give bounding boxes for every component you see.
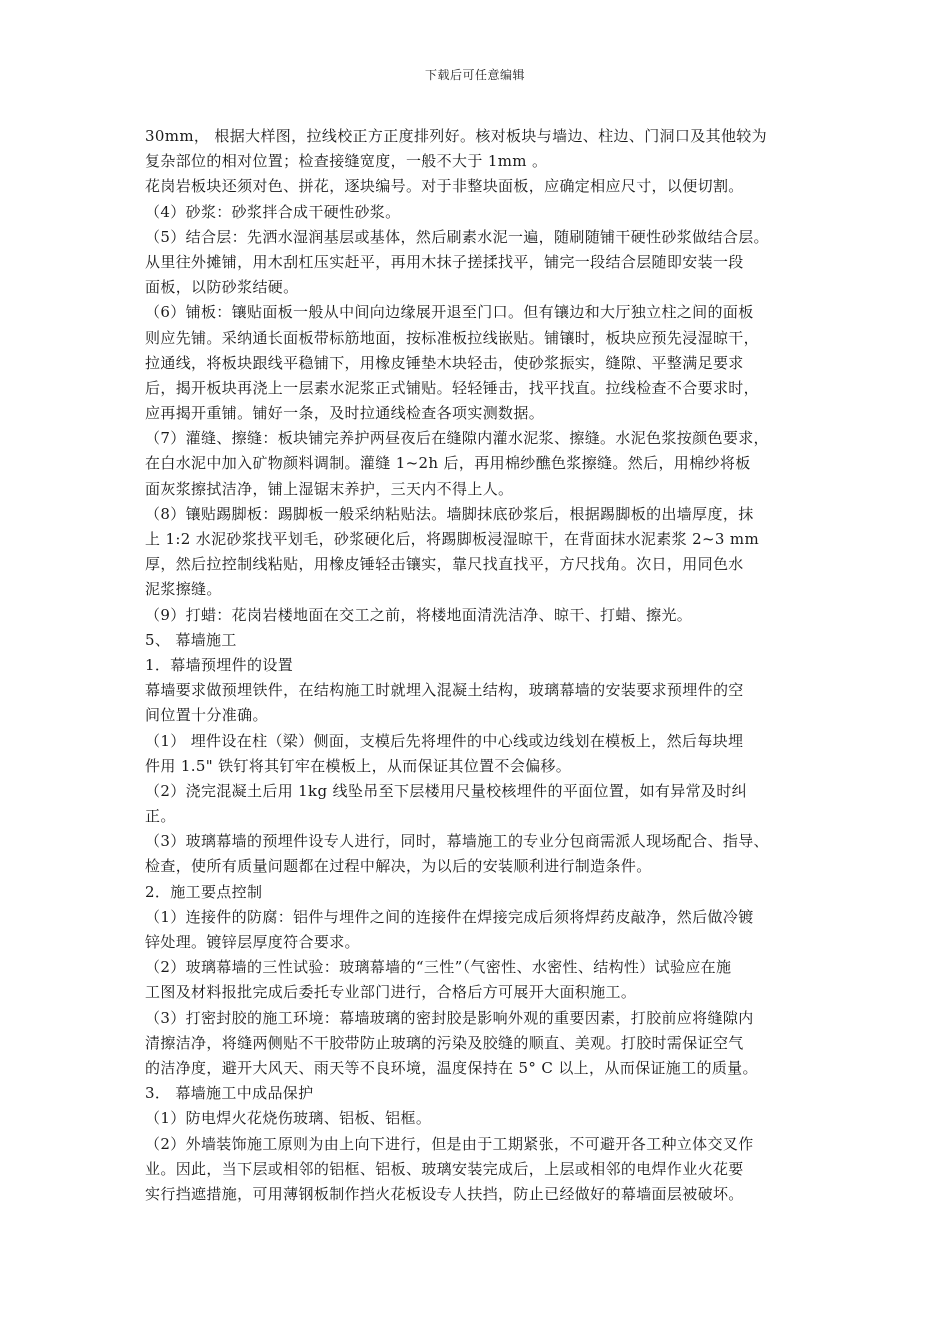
text-line: （2）玻璃幕墙的三性试验：玻璃幕墙的“三性”（气密性、水密性、结构性）试验应在施 <box>145 958 732 977</box>
text-line: 泥浆擦缝。 <box>145 580 222 599</box>
text-line: （9）打蜡：花岗岩楼地面在交工之前，将楼地面清洗洁净、晾干、打蜡、擦光。 <box>145 605 693 624</box>
text-line: 业。因此，当下层或相邻的铝框、铝板、玻璃安装完成后，上层或相邻的电焊作业火花要 <box>145 1159 744 1178</box>
text-line: 件用 1.5" 铁钉将其钉牢在模板上，从而保证其位置不会偏移。 <box>145 756 572 775</box>
text-line: （1）防电焊火花烧伤玻璃、铝板、铝框。 <box>145 1109 432 1128</box>
text-line: 30mm， 根据大样图，拉线校正方正度排列好。核对板块与墙边、柱边、门洞口及其他较为 <box>145 127 768 145</box>
text-line: 应再揭开重铺。铺好一条，及时拉通线检查各项实测数据。 <box>145 404 545 423</box>
text-line: 间位置十分准确。 <box>145 706 268 725</box>
text-line: 检查，使所有质量问题都在过程中解决，为以后的安装顺利进行制造条件。 <box>145 857 652 876</box>
subsection-heading: 3． 幕墙施工中成品保护 <box>145 1084 314 1103</box>
text-line: 则应先铺。采纳通长面板带标筋地面，按标准板拉线嵌贴。铺镶时，板块应预先浸湿晾干， <box>145 328 760 347</box>
text-line: 从里往外摊铺，用木刮杠压实赶平，再用木抹子搓揉找平，铺完一段结合层随即安装一段 <box>145 252 744 271</box>
text-line: （6）铺板：镶贴面板一般从中间向边缘展开退至门口。但有镶边和大厅独立柱之间的面板 <box>145 303 754 322</box>
section-heading: 5、 幕墙施工 <box>145 630 237 649</box>
text-line: 复杂部位的相对位置；检查接缝宽度，一般不大于 1mm 。 <box>145 152 548 171</box>
text-line: 面板，以防砂浆结硬。 <box>145 278 299 297</box>
text-line: （2）外墙装饰施工原则为由上向下进行，但是由于工期紧张，不可避开各工种立体交叉作 <box>145 1134 754 1153</box>
text-line: 面灰浆擦拭洁净，铺上湿锯末养护，三天内不得上人。 <box>145 479 514 498</box>
subsection-heading: 1．幕墙预埋件的设置 <box>145 655 294 674</box>
text-line: 在白水泥中加入矿物颜料调制。灌缝 1~2h 后，再用棉纱醮色浆擦缝。然后，用棉纱将板 <box>145 454 751 473</box>
text-line: 工图及材料报批完成后委托专业部门进行，合格后方可展开大面积施工。 <box>145 983 637 1002</box>
text-line: 厚，然后拉控制线粘贴，用橡皮锤轻击镶实，靠尺找直找平，方尺找角。次日，用同色水 <box>145 555 744 574</box>
text-line: （1）连接件的防腐：铝件与埋件之间的连接件在焊接完成后须将焊药皮敲净，然后做冷镀 <box>145 907 754 926</box>
text-line: （7）灌缝、擦缝：板块铺完养护两昼夜后在缝隙内灌水泥浆、擦缝。水泥色浆按颜色要求， <box>145 429 769 448</box>
text-line: 清擦洁净，将缝两侧贴不干胶带防止玻璃的污染及胶缝的顺直、美观。打胶时需保证空气 <box>145 1033 744 1052</box>
text-line: （1） 埋件设在柱（梁）侧面，支模后先将埋件的中心线或边线划在模板上，然后每块埋 <box>145 731 744 750</box>
text-line: 拉通线，将板块跟线平稳铺下，用橡皮锤垫木块轻击，使砂浆振实，缝隙、平整满足要求 <box>145 353 744 372</box>
text-line: 的洁净度，避开大风天、雨天等不良环境，温度保持在 5° C 以上，从而保证施工的质量。 <box>145 1058 758 1077</box>
text-line: 幕墙要求做预埋铁件，在结构施工时就埋入混凝土结构，玻璃幕墙的安装要求预埋件的空 <box>145 681 744 700</box>
text-line: 锌处理。镀锌层厚度符合要求。 <box>145 933 360 951</box>
text-line: 花岗岩板块还须对色、拼花，逐块编号。对于非整块面板，应确定相应尺寸，以便切割。 <box>145 177 744 196</box>
text-line: （3）打密封胶的施工环境：幕墙玻璃的密封胶是影响外观的重要因素，打胶前应将缝隙内 <box>145 1008 754 1027</box>
text-line: 上 1:2 水泥砂浆找平划毛，砂浆硬化后，将踢脚板浸湿晾干，在背面抹水泥素浆 2~3 mm <box>145 530 760 548</box>
text-line: （8）镶贴踢脚板：踢脚板一般采纳粘贴法。墙脚抹底砂浆后，根据踢脚板的出墙厚度，抹 <box>145 504 754 523</box>
subsection-heading: 2．施工要点控制 <box>145 882 263 901</box>
text-line: （4）砂浆：砂浆拌合成干硬性砂浆。 <box>145 202 401 221</box>
text-line: （2）浇完混凝土后用 1kg 线坠吊至下层楼用尺量校核埋件的平面位置，如有异常及时纠 <box>145 781 748 800</box>
text-line: 正。 <box>145 807 176 826</box>
text-line: 后，揭开板块再浇上一层素水泥浆正式铺贴。轻轻锤击，找平找直。拉线检查不合要求时， <box>145 378 760 397</box>
text-line: （5）结合层：先洒水湿润基层或基体，然后刷素水泥一遍，随刷随铺干硬性砂浆做结合层。 <box>145 227 769 246</box>
page-header: 下载后可任意编辑 <box>424 68 525 82</box>
document-body <box>145 124 825 1207</box>
text-line: 实行挡遮措施，可用薄钢板制作挡火花板设专人扶挡，防止已经做好的幕墙面层被破坏。 <box>145 1184 744 1203</box>
text-line: （3）玻璃幕墙的预埋件设专人进行，同时，幕墙施工的专业分包商需派人现场配合、指导、 <box>145 832 769 851</box>
